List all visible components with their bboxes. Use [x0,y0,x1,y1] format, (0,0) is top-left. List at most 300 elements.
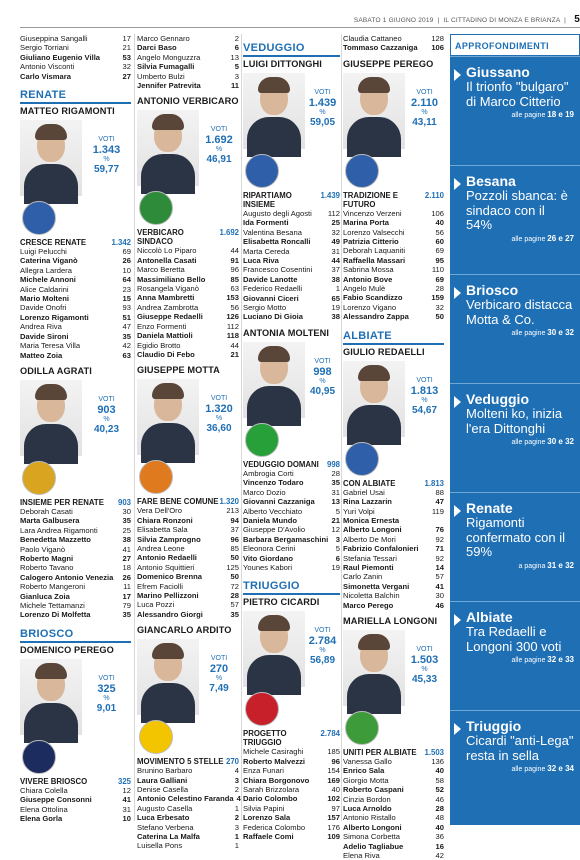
list-item [343,246,444,255]
municipality-heading: RENATE [20,89,67,102]
candidate-name: Daniela Mundo [243,515,298,525]
vote-percent: 46,91 [206,154,232,166]
list-item [20,526,131,535]
candidate-name: Luca Arnoldo [343,804,392,813]
municipality-heading: TRIUGGIO [243,580,300,593]
candidate-name: Raul Piemonti [343,562,394,572]
candidate-name: Denise Casella [137,785,189,794]
list-item [343,554,444,563]
page-numbers: 30 e 32 [547,437,574,446]
preference-votes: 91 [230,255,239,265]
candidate-name: Alessandro Zappa [343,312,409,322]
list-item [343,813,444,822]
vote-count: 903 [97,403,116,416]
list-item [243,478,340,487]
preference-votes: 32 [331,227,340,237]
candidate-name: Brunino Barbaro [137,766,193,776]
preference-votes: 38 [122,535,131,545]
list-item [343,228,444,237]
candidate-name: Marina Porta [343,218,389,228]
list-item [243,228,340,237]
list-name: CRESCE RENATE [20,238,87,248]
teaser-title: Giussano [466,64,530,80]
preference-votes: 169 [327,775,340,785]
photo-body [24,424,78,464]
pages-prefix: alle pagine [511,330,548,337]
preference-votes: 46 [435,600,444,610]
candidate-result [20,659,131,737]
candidate-name: Roberto Malvezzi [243,756,306,766]
tradizione-e-futuro-logo [345,154,379,188]
pages-prefix: alle pagine [511,657,548,664]
results-column-3 [243,34,340,841]
list-item [343,563,444,572]
list-item [343,601,444,610]
list-item [243,209,340,218]
candidate-name: Stefano Verbena [137,822,194,832]
candidate-name: Alberto De Mori [343,534,396,544]
candidate-name: Maria Teresa Villa [20,341,81,351]
list-item [137,293,239,302]
votes-label: VOTI [314,627,331,635]
preference-votes: 2 [234,813,239,823]
list-item [343,209,444,218]
preference-votes: 30 [122,506,131,516]
list-item [343,256,444,265]
photo-hair [258,615,290,631]
sidebar-teaser [450,710,580,819]
candidate-name: Giuliano Eugenio Villa [20,52,101,62]
list-item [137,331,239,340]
list-item [243,237,340,246]
list-item [20,62,131,71]
preference-votes: 126 [226,312,239,322]
percent-label: % [319,647,326,655]
list-item [243,469,340,478]
teaser-title: Veduggio [466,391,529,407]
preference-votes: 157 [327,813,340,823]
candidate-name: Tommaso Cazzaniga [343,43,418,53]
vote-count: 1.503 [410,653,439,666]
preference-votes: 76 [435,525,444,535]
vote-box [405,73,444,128]
list-total: 270 [225,757,239,767]
sidebar-teaser [450,56,580,165]
preference-votes: 13 [331,497,340,507]
candidate-result [243,611,340,689]
preference-votes: 85 [230,543,239,553]
teaser-pages [466,764,574,774]
preference-votes: 96 [230,534,239,544]
preference-votes: 213 [226,506,239,516]
preference-votes: 128 [431,34,444,43]
photo-body [24,164,78,204]
preference-votes: 10 [122,814,131,823]
candidate-name: Simonetta Vergani [343,581,410,591]
preference-votes: 136 [431,756,444,766]
preference-votes: 94 [230,515,239,525]
list-item [243,544,340,553]
results-column-4 [343,34,444,860]
candidate-name: Enrico Sala [343,766,385,776]
candidate-name: Antonio Redaelli [137,553,197,563]
candidate-name: Augusto degli Agosti [243,209,312,218]
teaser-pages [466,437,574,447]
list-heading [20,498,131,507]
preference-votes: 40 [435,218,444,228]
candidate-name: Augusto Casella [137,803,193,813]
list-item [137,256,239,265]
votes-label: VOTI [314,357,331,365]
candidate-name: Allegra Lardera [20,265,72,275]
candidate-name: Andrea Zambrotta [137,302,199,312]
candidate-result [137,379,239,457]
candidate-name: Antonio Celestino Faranda [137,794,234,804]
candidate-name: Vincenzo Todaro [243,478,304,488]
list-item [20,34,131,43]
percent-label: % [421,108,428,116]
candidate-name: Carlo Vismara [20,71,71,81]
list-item [20,601,131,610]
list-item [20,507,131,516]
preference-votes [441,516,444,525]
preference-votes: 35 [331,478,340,488]
preference-votes: 71 [435,544,444,554]
candidate-result [137,639,239,717]
candidate-name: Luca Pozzi [137,600,175,610]
candidate-photo [243,73,305,149]
candidate-name: Luciano Di Gioia [243,312,303,322]
vote-count: 1.343 [92,144,121,157]
vote-count: 1.439 [308,97,337,109]
list-item [343,535,444,544]
preference-votes: 49 [331,237,340,247]
candidate-name: Vanessa Gallo [343,756,392,766]
results-column-2 [137,34,239,851]
vote-percent: 54,67 [411,404,438,416]
list-item [137,813,239,822]
teaser-text: Pozzoli sbanca: è sindaco con il 54% [466,188,568,232]
preference-votes: 125 [226,562,239,572]
page-numbers: 30 e 32 [547,328,574,337]
mayor-candidate-name: GIULIO REDAELLI [343,346,425,357]
candidate-photo [20,380,82,456]
arrow-icon [454,178,461,190]
list-item [20,72,131,81]
votes-label: VOTI [416,88,433,96]
preference-votes: 119 [431,506,444,516]
candidate-name: Sergio Motto [243,303,287,313]
preference-votes: 69 [435,246,444,256]
candidate-name: Roberto Mangeroni [20,582,86,592]
teaser-text: Tra Redaelli e Longoni 300 voti [466,624,562,654]
list-item [343,488,444,497]
candidate-name: Rosangela Viganò [137,284,199,294]
preference-votes: 96 [230,265,239,275]
candidate-photo [243,611,305,687]
list-item [343,795,444,804]
preference-votes: 96 [331,756,340,766]
page-numbers: 18 e 19 [547,110,574,119]
pages-prefix: alle pagine [511,766,548,773]
list-item [243,757,340,766]
list-item [20,351,131,360]
preference-votes: 47 [122,322,131,332]
photo-hair [152,383,184,399]
pages-prefix: alle pagine [511,112,548,119]
candidate-name: Rina Lazzarin [343,497,392,507]
candidate-name: Simona Corbetta [343,832,400,842]
percent-label: % [103,156,110,164]
preference-votes: 106 [431,43,444,53]
preference-votes: 35 [122,516,131,526]
list-item [137,535,239,544]
preference-votes: 1 [234,841,239,851]
candidate-name: Ambrogia Corti [243,468,294,478]
preference-votes: 21 [122,43,131,53]
candidate-name: Antonio Visconti [20,62,75,72]
percent-label: % [103,415,110,423]
list-heading [243,729,340,747]
vote-count: 270 [209,663,229,676]
candidate-name: Marco Perego [343,600,394,610]
votes-label: VOTI [416,645,433,653]
list-item [343,43,444,52]
sidebar-heading: APPROFONDIMENTI [450,34,580,56]
list-item [137,823,239,832]
teaser-pages [466,110,574,120]
preference-votes: 31 [122,804,131,814]
preference-votes: 50 [435,312,444,322]
candidate-name: Younes Kabori [243,562,293,572]
list-item [137,265,239,274]
candidate-name: Deborah Casati [20,506,73,516]
list-item [137,506,239,515]
candidate-name: Enza Funari [243,766,284,776]
list-total: 325 [117,776,131,786]
list-heading [20,238,131,247]
candidate-name: Giorgio Motta [343,775,389,785]
preference-votes: 102 [327,794,340,804]
list-item [243,525,340,534]
list-heading [20,777,131,786]
list-item [343,303,444,312]
candidate-name: Mario Molteni [20,294,69,304]
list-item [243,507,340,516]
photo-body [141,683,195,723]
list-heading [137,228,239,246]
list-item [20,582,131,591]
candidate-name: Davide Lanotte [243,274,298,284]
list-item [243,776,340,785]
candidate-result [243,73,340,151]
votes-label: VOTI [98,395,115,403]
list-item [243,766,340,775]
candidate-name: Francesco Cosentini [243,265,313,275]
vote-percent: 45,33 [411,673,438,685]
preference-votes: 85 [230,274,239,284]
preference-votes: 37 [331,265,340,275]
list-item [343,785,444,794]
candidate-photo [243,342,305,418]
preference-votes: 35 [230,609,239,619]
sidebar-teaser [450,492,580,601]
list-item [343,776,444,785]
vote-percent: 9,01 [96,702,117,714]
list-item [20,814,131,823]
preference-votes: 6 [234,43,239,53]
list-item [137,610,239,619]
teaser-pages [466,655,574,665]
preference-votes: 27 [122,553,131,563]
candidate-name: Niccolò Lo Piparo [137,246,197,256]
list-item [343,582,444,591]
candidate-name: Massimiliano Bello [137,274,206,284]
candidate-name: Lorenzo Vigano [343,302,397,312]
candidate-name: Lorenzo Valsecchi [343,227,405,237]
arrow-icon [454,396,461,408]
candidate-name: Cinzia Bordon [343,794,391,804]
candidate-name: Chiara Colella [20,785,68,795]
preference-votes: 112 [327,209,340,218]
list-total: 1.342 [111,238,131,248]
list-item [243,785,340,794]
list-item [243,747,340,756]
preference-votes: 5 [335,544,340,554]
list-item [137,804,239,813]
mayor-candidate-name: ODILLA AGRATI [20,365,92,376]
list-item [20,516,131,525]
preference-votes: 47 [435,497,444,507]
preference-votes: 35 [122,331,131,341]
candidate-name: Egidio Brotto [137,340,181,350]
preference-votes: 92 [435,553,444,563]
list-item [243,247,340,256]
vote-box [82,659,131,714]
preference-votes: 42 [435,851,444,860]
preference-votes: 40 [435,766,444,776]
preference-votes: 53 [122,52,131,62]
preference-votes: 118 [226,331,239,341]
preference-votes: 28 [435,804,444,813]
list-item [137,544,239,553]
candidate-name: Alberto Vecchiato [243,506,303,516]
percent-label: % [103,694,110,702]
candidate-name: Silvia Fumagalli [137,62,195,72]
candidate-name: Dario Colombo [243,794,298,804]
candidate-name: Marco Dozio [243,487,286,497]
list-item [343,265,444,274]
preference-votes: 21 [331,515,340,525]
votes-label: VOTI [314,89,331,96]
preference-votes: 38 [331,274,340,284]
candidate-name: Marco Beretta [137,265,185,275]
preference-votes: 5 [335,506,340,516]
list-heading [137,497,239,506]
percent-label: % [215,146,223,154]
preference-votes: 4 [234,766,239,776]
pages-prefix: alle pagine [511,439,548,446]
list-total: 2.110 [424,190,444,200]
candidate-result [137,110,239,188]
masthead-meta: SABATO 1 GIUGNO 2019 | IL CITTADINO DI MONZA E BRIANZA | [353,17,566,24]
list-item [137,341,239,350]
list-total: 1.503 [424,747,444,757]
vote-count: 1.692 [205,134,233,147]
candidate-name: Yuri Volpi [343,506,375,516]
list-name: PROGETTO TRIUGGIO [243,729,287,748]
candidate-result [20,380,131,458]
candidate-name: Gianluca Zoia [20,591,70,601]
candidate-name: Roberto Tavano [20,563,74,573]
candidate-name: Luisella Pons [137,841,183,851]
preference-votes: 95 [435,255,444,265]
list-item [137,81,239,90]
column-divider [341,34,342,821]
candidate-name: Giuseppe D'Avolio [243,525,306,535]
preference-votes: 28 [331,468,340,478]
list-item [20,332,131,341]
teaser-title: Besana [466,173,516,189]
masthead-date: SABATO 1 GIUGNO 2019 [353,17,434,24]
vote-box [305,342,340,397]
insieme-logo [22,461,56,495]
preference-votes: 40 [435,822,444,832]
fare-bene-comune-logo [139,460,173,494]
photo-hair [258,77,290,93]
candidate-name: Benedetta Mazzetto [20,535,91,545]
preference-votes: 11 [123,582,131,592]
preference-votes: 106 [431,208,444,218]
preference-votes: 35 [122,610,131,620]
preference-votes: 92 [435,534,444,544]
photo-body [24,703,78,743]
candidate-name: Angelo Monguzzra [137,52,201,62]
preference-votes: 154 [327,766,340,776]
masthead-paper: IL CITTADINO DI MONZA E BRIANZA [443,17,561,24]
list-total: 2.784 [320,729,340,739]
list-heading [243,460,340,469]
candidate-name: Giovanni Ciceri [243,293,299,303]
candidate-result [343,361,444,439]
vote-box [82,380,131,435]
preference-votes: 52 [435,785,444,795]
list-item [20,53,131,62]
list-item [343,572,444,581]
list-item [137,525,239,534]
list-item [137,322,239,331]
list-item [343,851,444,860]
candidate-name: Adelio Tagliabue [343,841,404,851]
candidate-name: Ida Formenti [243,218,289,228]
list-item [137,766,239,775]
preference-votes: 41 [122,544,131,554]
list-total: 1.813 [424,478,444,488]
photo-body [347,405,401,445]
teaser-pages [466,234,574,244]
candidate-photo [137,110,199,186]
list-heading [343,479,444,488]
section-rule [343,343,444,345]
list-item [20,545,131,554]
list-item [137,246,239,255]
preference-votes: 44 [331,256,340,266]
list-item [343,525,444,534]
photo-hair [35,384,67,400]
preference-votes: 41 [122,795,131,805]
candidate-name: Elisabetta Sala [137,525,188,535]
candidate-name: Davide Sironi [20,331,69,341]
